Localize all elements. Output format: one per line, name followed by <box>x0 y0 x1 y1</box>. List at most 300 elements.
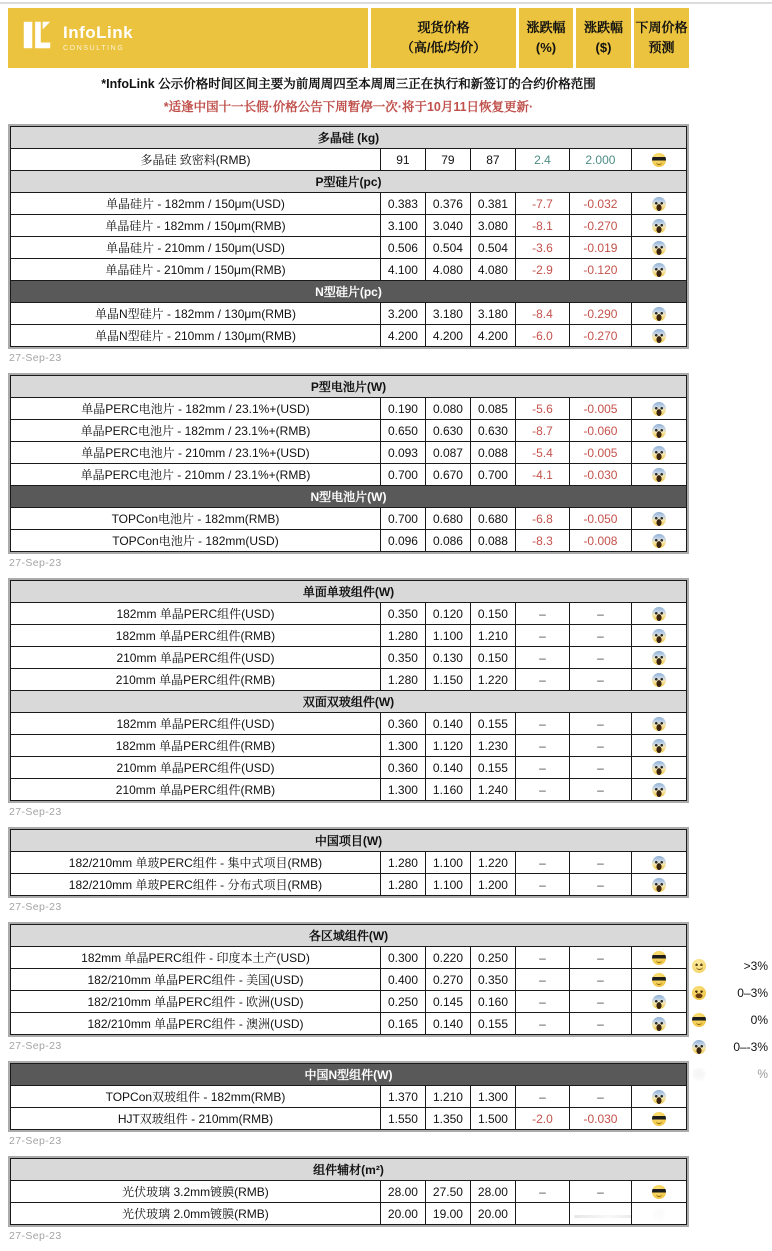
price-table <box>10 1063 687 1130</box>
scream-emoji-icon <box>652 241 666 255</box>
change-usd: – <box>569 852 631 874</box>
section-title: P型硅片(pc) <box>11 171 687 193</box>
section-title: 多晶硅 (kg) <box>11 127 687 149</box>
forecast-cell <box>631 779 686 801</box>
price-high: 3.200 <box>380 303 425 325</box>
change-usd: – <box>569 669 631 691</box>
change-usd: – <box>569 713 631 735</box>
forecast-cell <box>631 647 686 669</box>
price-high: 1.280 <box>380 874 425 896</box>
price-high: 4.200 <box>380 325 425 347</box>
price-row <box>11 1181 687 1203</box>
price-row <box>11 398 687 420</box>
section-title: 双面双玻组件(W) <box>11 691 687 713</box>
change-usd: – <box>569 603 631 625</box>
price-row <box>11 669 687 691</box>
brand-area <box>8 8 368 68</box>
brand-name: InfoLink <box>63 22 134 42</box>
sunglasses-emoji-icon <box>652 973 666 987</box>
section-title: 各区域组件(W) <box>11 925 687 947</box>
section-title: N型硅片(pc) <box>11 281 687 303</box>
price-row <box>11 530 687 552</box>
forecast-cell <box>631 508 686 530</box>
date-label: 27-Sep-23 <box>9 1040 62 1052</box>
change-usd: -0.290 <box>569 303 631 325</box>
price-low: 0.080 <box>425 398 470 420</box>
price-block <box>8 922 689 1037</box>
price-high: 28.00 <box>380 1181 425 1203</box>
date-label: 27-Sep-23 <box>9 557 62 569</box>
change-usd: – <box>569 1181 631 1203</box>
scream-emoji-icon <box>692 1040 706 1054</box>
price-low: 27.50 <box>425 1181 470 1203</box>
price-row <box>11 325 687 347</box>
price-high: 1.550 <box>380 1108 425 1130</box>
change-usd: – <box>569 625 631 647</box>
scream-emoji-icon <box>652 402 666 416</box>
forecast-cell <box>631 259 686 281</box>
price-row <box>11 757 687 779</box>
change-usd <box>569 1203 631 1225</box>
product-name: 182/210mm 单玻PERC组件 - 分布式项目(RMB) <box>11 874 381 896</box>
price-low: 79 <box>425 149 470 171</box>
price-row <box>11 1108 687 1130</box>
price-row <box>11 215 687 237</box>
change-percent: – <box>515 1086 569 1108</box>
section-title: 单面单玻组件(W) <box>11 581 687 603</box>
legend-item <box>692 1066 768 1081</box>
change-percent: – <box>515 874 569 896</box>
price-high: 3.100 <box>380 215 425 237</box>
price-high: 0.383 <box>380 193 425 215</box>
date-label: 27-Sep-23 <box>9 1230 62 1242</box>
sunglasses-emoji-icon <box>692 1013 706 1027</box>
price-low: 3.040 <box>425 215 470 237</box>
price-table <box>10 829 687 896</box>
forecast-cell <box>631 215 686 237</box>
product-name: 182mm 单晶PERC组件(USD) <box>11 713 381 735</box>
price-row <box>11 303 687 325</box>
change-percent: -3.6 <box>515 237 569 259</box>
product-name: 210mm 单晶PERC组件(USD) <box>11 647 381 669</box>
price-high: 0.165 <box>381 1013 426 1035</box>
change-percent: -6.0 <box>515 325 569 347</box>
change-percent: -8.1 <box>515 215 569 237</box>
forecast-title-line1: 下周价格 <box>635 19 688 35</box>
change-percent: -8.3 <box>515 530 569 552</box>
spot-price-subtitle: （高/低/均价） <box>400 40 487 55</box>
product-name: 210mm 单晶PERC组件(RMB) <box>11 669 381 691</box>
product-name: 单晶硅片 - 182mm / 150μm(USD) <box>11 193 381 215</box>
date-label: 27-Sep-23 <box>9 1135 62 1147</box>
section-header-row <box>11 925 687 947</box>
price-avg: 28.00 <box>470 1181 515 1203</box>
sunglasses-emoji-icon <box>652 1185 666 1199</box>
grin-emoji-icon <box>692 986 706 1000</box>
price-low: 1.120 <box>425 735 470 757</box>
forecast-cell <box>631 852 686 874</box>
price-low: 0.630 <box>425 420 470 442</box>
price-row <box>11 625 687 647</box>
price-avg: 1.300 <box>470 1086 515 1108</box>
change-percent: – <box>515 669 569 691</box>
price-row <box>11 947 687 969</box>
price-high: 0.360 <box>380 713 425 735</box>
scream-emoji-icon <box>652 424 666 438</box>
price-avg: 3.180 <box>470 303 515 325</box>
price-row <box>11 852 687 874</box>
price-range-note: *InfoLink 公示价格时间区间主要为前周周四至本周周三正在执行和新签订的合约价格范围 <box>101 77 596 91</box>
forecast-cell <box>632 947 687 969</box>
column-header-spot-price <box>371 8 516 68</box>
price-block <box>8 124 689 349</box>
scream-emoji-icon <box>652 629 666 643</box>
price-low: 1.100 <box>425 625 470 647</box>
legend-label: % <box>757 1066 768 1081</box>
change-usd: -0.019 <box>569 237 631 259</box>
price-table <box>10 375 687 552</box>
forecast-cell <box>631 1086 686 1108</box>
price-row <box>11 237 687 259</box>
erased-smudge <box>574 1215 632 1218</box>
price-table <box>10 580 687 801</box>
section-header-row <box>11 691 687 713</box>
sunglasses-emoji-icon <box>652 1112 666 1126</box>
price-avg: 0.085 <box>470 398 515 420</box>
change-usd: -0.005 <box>569 398 631 420</box>
sunglasses-emoji-icon <box>652 153 666 167</box>
price-avg: 87 <box>470 149 515 171</box>
product-name: 多晶硅 致密料(RMB) <box>11 149 381 171</box>
price-low: 1.350 <box>425 1108 470 1130</box>
price-avg: 1.210 <box>470 625 515 647</box>
section-header-row <box>11 830 687 852</box>
change-percent: -5.6 <box>515 398 569 420</box>
scream-emoji-icon <box>652 783 666 797</box>
spot-price-title: 现货价格 <box>417 19 470 35</box>
scream-emoji-icon <box>652 446 666 460</box>
price-high: 1.280 <box>380 625 425 647</box>
price-avg: 0.250 <box>471 947 516 969</box>
scream-emoji-icon <box>652 878 666 892</box>
change-percent: – <box>516 991 570 1013</box>
change-usd: – <box>569 1086 631 1108</box>
change-usd: -0.060 <box>569 420 631 442</box>
product-name: 单晶N型硅片 - 182mm / 130μm(RMB) <box>11 303 381 325</box>
change-usd: -0.030 <box>569 1108 631 1130</box>
section-header-row <box>11 581 687 603</box>
price-block <box>8 1061 689 1132</box>
product-name: 单晶硅片 - 210mm / 150μm(RMB) <box>11 259 381 281</box>
price-low: 0.270 <box>426 969 471 991</box>
section-title: 中国项目(W) <box>11 830 687 852</box>
price-high: 1.300 <box>380 779 425 801</box>
change-usd: -0.120 <box>569 259 631 281</box>
change-percent: – <box>515 713 569 735</box>
product-name: 单晶PERC电池片 - 210mm / 23.1%+(RMB) <box>11 464 381 486</box>
scream-emoji-icon <box>652 512 666 526</box>
product-name: 182mm 单晶PERC组件(RMB) <box>11 625 381 647</box>
change-usd: -0.270 <box>569 325 631 347</box>
product-name: 182/210mm 单晶PERC组件 - 澳洲(USD) <box>11 1013 381 1035</box>
price-table <box>10 1158 687 1225</box>
change-usd: – <box>570 947 632 969</box>
change-percent: – <box>515 603 569 625</box>
price-table <box>10 924 687 1035</box>
change-percent: – <box>516 969 570 991</box>
sunglasses-emoji-icon <box>652 951 666 965</box>
price-low: 4.080 <box>425 259 470 281</box>
infolink-logo-icon <box>20 18 54 58</box>
section-title: P型电池片(W) <box>11 376 687 398</box>
forecast-cell <box>631 325 686 347</box>
price-avg: 1.220 <box>470 669 515 691</box>
product-name: 单晶PERC电池片 - 210mm / 23.1%+(USD) <box>11 442 381 464</box>
price-avg: 3.080 <box>470 215 515 237</box>
change-percent: – <box>515 647 569 669</box>
product-name: 光伏玻璃 3.2mm镀膜(RMB) <box>11 1181 381 1203</box>
price-high: 0.190 <box>380 398 425 420</box>
section-header-row <box>11 127 687 149</box>
product-name: 210mm 单晶PERC组件(USD) <box>11 757 381 779</box>
price-low: 0.140 <box>426 1013 471 1035</box>
price-avg: 4.200 <box>470 325 515 347</box>
change-percent: – <box>515 852 569 874</box>
section-header-row <box>11 1064 687 1086</box>
price-block <box>8 827 689 898</box>
legend-item <box>692 1012 768 1027</box>
section-header-row <box>11 281 687 303</box>
change-usd-unit: ($) <box>595 40 612 55</box>
price-low: 0.670 <box>425 464 470 486</box>
forecast-title-line2: 预测 <box>648 40 675 55</box>
section-header-row <box>11 486 687 508</box>
change-percent: – <box>516 1013 570 1035</box>
date-label: 27-Sep-23 <box>9 352 62 364</box>
price-high: 0.650 <box>380 420 425 442</box>
legend-item <box>692 1039 768 1054</box>
price-avg: 1.240 <box>470 779 515 801</box>
change-percent: -5.4 <box>515 442 569 464</box>
forecast-cell <box>631 193 686 215</box>
product-name: TOPCon双玻组件 - 182mm(RMB) <box>11 1086 381 1108</box>
change-percent: – <box>516 947 570 969</box>
scream-emoji-icon <box>652 219 666 233</box>
price-row <box>11 464 687 486</box>
price-low: 4.200 <box>425 325 470 347</box>
legend-label: 0% <box>750 1012 768 1027</box>
price-low: 0.140 <box>425 757 470 779</box>
change-usd: – <box>569 735 631 757</box>
legend-item <box>692 958 768 973</box>
product-name: 182mm 单晶PERC组件(USD) <box>11 603 381 625</box>
forecast-cell <box>631 1181 686 1203</box>
price-blocks <box>8 124 689 1242</box>
legend-label: 0–-3% <box>733 1039 768 1054</box>
change-usd: – <box>570 1013 632 1035</box>
price-avg: 0.630 <box>470 420 515 442</box>
forecast-cell <box>631 1203 686 1225</box>
section-header-row <box>11 171 687 193</box>
change-percent: -6.8 <box>515 508 569 530</box>
product-name: HJT双玻组件 - 210mm(RMB) <box>11 1108 381 1130</box>
price-low: 0.130 <box>425 647 470 669</box>
price-high: 0.350 <box>380 603 425 625</box>
scream-emoji-icon <box>652 995 666 1009</box>
price-low: 0.504 <box>425 237 470 259</box>
section-title: 中国N型组件(W) <box>11 1064 687 1086</box>
change-percent: – <box>515 735 569 757</box>
price-row <box>11 442 687 464</box>
price-avg: 1.500 <box>470 1108 515 1130</box>
change-usd: – <box>570 969 632 991</box>
change-usd: -0.270 <box>569 215 631 237</box>
change-usd: – <box>569 647 631 669</box>
change-percent: -7.7 <box>515 193 569 215</box>
price-avg: 0.680 <box>470 508 515 530</box>
legend-label: >3% <box>743 958 768 973</box>
price-avg: 0.155 <box>470 757 515 779</box>
price-avg: 0.150 <box>470 647 515 669</box>
scream-emoji-icon <box>652 856 666 870</box>
section-title: N型电池片(W) <box>11 486 687 508</box>
forecast-cell <box>631 625 686 647</box>
price-low: 0.087 <box>425 442 470 464</box>
column-header-change-percent <box>519 8 573 68</box>
change-usd: -0.005 <box>569 442 631 464</box>
scream-emoji-icon <box>652 534 666 548</box>
forecast-cell <box>631 735 686 757</box>
scream-emoji-icon <box>652 717 666 731</box>
price-row <box>11 1013 687 1035</box>
product-name: 182/210mm 单玻PERC组件 - 集中式项目(RMB) <box>11 852 381 874</box>
price-high: 1.300 <box>380 735 425 757</box>
scream-emoji-icon <box>652 673 666 687</box>
price-avg: 0.155 <box>471 1013 516 1035</box>
erased-emoji-icon <box>692 1067 706 1081</box>
price-high: 0.093 <box>380 442 425 464</box>
product-name: 光伏玻璃 2.0mm镀膜(RMB) <box>11 1203 381 1225</box>
change-usd: -0.032 <box>569 193 631 215</box>
price-row <box>11 193 687 215</box>
price-high: 0.506 <box>380 237 425 259</box>
price-bulletin <box>8 8 689 1251</box>
change-percent <box>515 1203 569 1225</box>
table-header <box>8 8 689 68</box>
price-high: 1.280 <box>380 852 425 874</box>
price-avg: 1.230 <box>470 735 515 757</box>
price-high: 0.250 <box>381 991 426 1013</box>
brand-text <box>63 24 133 52</box>
price-low: 0.680 <box>425 508 470 530</box>
change-usd: -0.008 <box>569 530 631 552</box>
price-low: 3.180 <box>425 303 470 325</box>
product-name: TOPCon电池片 - 182mm(RMB) <box>11 508 381 530</box>
change-percent-title: 涨跌幅 <box>526 19 566 35</box>
price-high: 0.096 <box>380 530 425 552</box>
price-high: 0.360 <box>380 757 425 779</box>
product-name: 单晶PERC电池片 - 182mm / 23.1%+(RMB) <box>11 420 381 442</box>
scream-emoji-icon <box>652 329 666 343</box>
brand-subtitle: CONSULTING <box>63 44 125 52</box>
price-avg: 0.700 <box>470 464 515 486</box>
change-percent: 2.4 <box>515 149 569 171</box>
erased-emoji-icon <box>652 1207 666 1221</box>
price-row <box>11 420 687 442</box>
price-low: 0.376 <box>425 193 470 215</box>
price-high: 20.00 <box>380 1203 425 1225</box>
forecast-cell <box>631 713 686 735</box>
price-row <box>11 647 687 669</box>
product-name: 182/210mm 单晶PERC组件 - 美国(USD) <box>11 969 381 991</box>
price-avg: 0.350 <box>471 969 516 991</box>
price-row <box>11 991 687 1013</box>
price-high: 0.300 <box>381 947 426 969</box>
forecast-cell <box>631 464 686 486</box>
scream-emoji-icon <box>652 1090 666 1104</box>
price-row <box>11 149 687 171</box>
forecast-cell <box>631 303 686 325</box>
price-row <box>11 735 687 757</box>
forecast-cell <box>631 530 686 552</box>
price-row <box>11 508 687 530</box>
scream-emoji-icon <box>652 739 666 753</box>
change-percent: – <box>515 625 569 647</box>
price-avg: 0.088 <box>470 442 515 464</box>
change-percent: – <box>515 779 569 801</box>
price-low: 0.120 <box>425 603 470 625</box>
price-avg: 0.155 <box>470 713 515 735</box>
price-row <box>11 969 687 991</box>
product-name: 210mm 单晶PERC组件(RMB) <box>11 779 381 801</box>
smile-emoji-icon <box>692 959 706 973</box>
date-label: 27-Sep-23 <box>9 806 62 818</box>
scream-emoji-icon <box>652 761 666 775</box>
price-table <box>10 126 687 347</box>
change-usd-title: 涨跌幅 <box>583 19 623 35</box>
price-low: 1.150 <box>425 669 470 691</box>
section-header-row <box>11 1159 687 1181</box>
scream-emoji-icon <box>652 1017 666 1031</box>
forecast-legend <box>692 958 768 1093</box>
price-avg: 1.200 <box>470 874 515 896</box>
forecast-cell <box>631 420 686 442</box>
change-usd: -0.030 <box>569 464 631 486</box>
change-percent: -2.9 <box>515 259 569 281</box>
price-low: 0.086 <box>425 530 470 552</box>
forecast-cell <box>631 669 686 691</box>
forecast-cell <box>632 969 687 991</box>
change-usd: – <box>570 991 632 1013</box>
price-low: 0.145 <box>426 991 471 1013</box>
scream-emoji-icon <box>652 651 666 665</box>
section-header-row <box>11 376 687 398</box>
forecast-cell <box>631 237 686 259</box>
price-avg: 0.150 <box>470 603 515 625</box>
legend-item <box>692 985 768 1000</box>
change-usd: – <box>569 874 631 896</box>
price-low: 1.100 <box>425 852 470 874</box>
price-row <box>11 779 687 801</box>
price-row <box>11 259 687 281</box>
forecast-cell <box>631 442 686 464</box>
price-avg: 0.160 <box>471 991 516 1013</box>
price-low: 0.140 <box>425 713 470 735</box>
scream-emoji-icon <box>652 468 666 482</box>
column-header-change-usd <box>576 8 631 68</box>
change-percent: -8.7 <box>515 420 569 442</box>
price-avg: 20.00 <box>470 1203 515 1225</box>
